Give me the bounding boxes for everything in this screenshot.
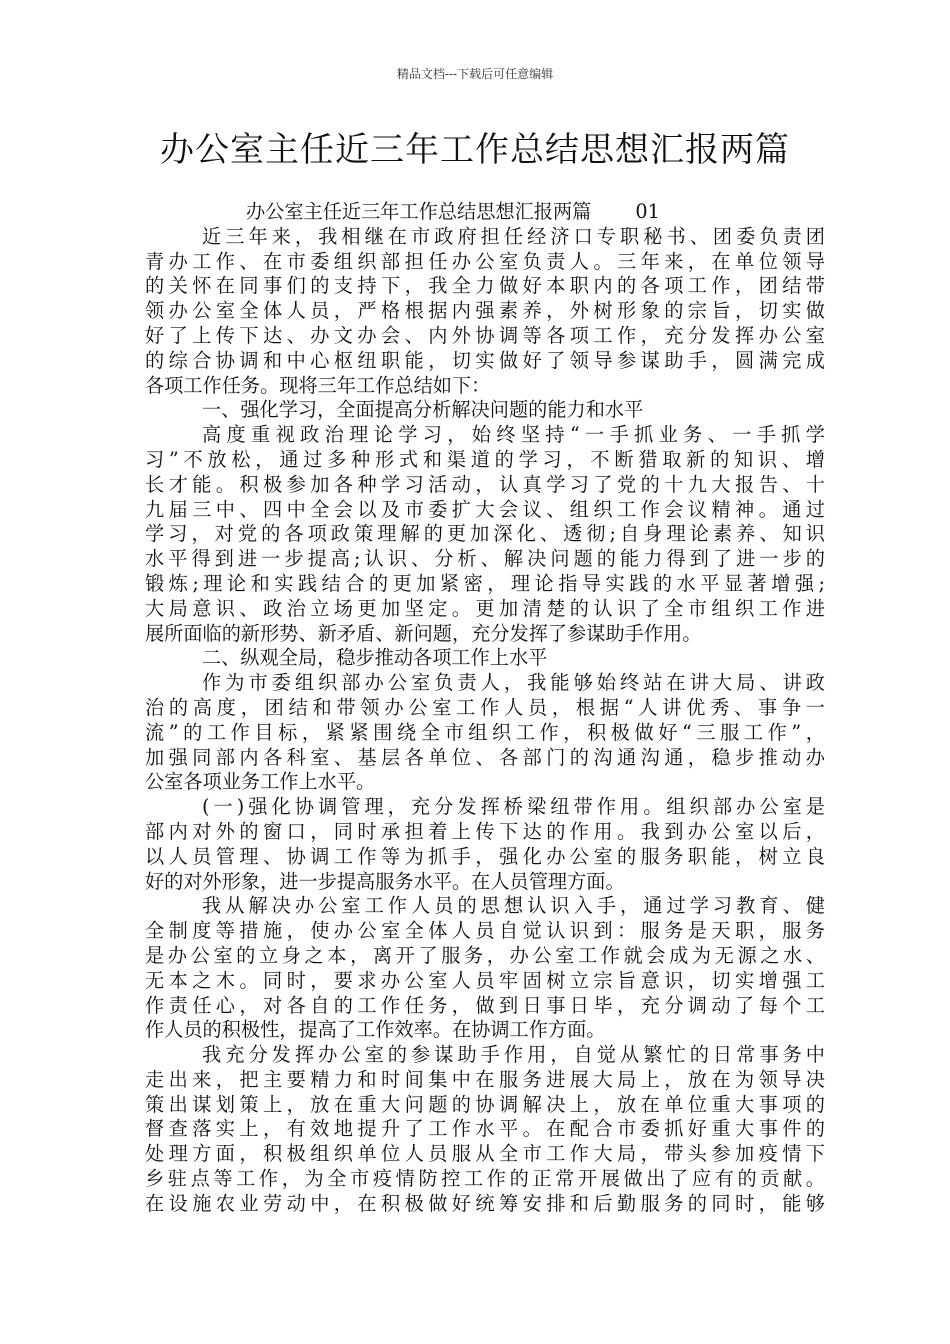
text-line: 以人员管理、协调工作等为抓手，强化办公室的服务职能，树立良 xyxy=(145,844,825,868)
text-line: 我充分发挥办公室的参谋助手作用，自觉从繁忙的日常事务中 xyxy=(202,1043,825,1067)
text-line: 在设施农业劳动中，在积极做好统筹安排和后勤服务的同时，能够 xyxy=(145,1191,825,1215)
text-line: 展所面临的新形势、新矛盾、新问题，充分发挥了参谋助手作用。 xyxy=(145,621,702,645)
text-line: 习”不放松，通过多种形式和渠道的学习，不断猎取新的知识、增 xyxy=(145,447,825,471)
text-line: 公室各项业务工作上水平。 xyxy=(145,770,376,794)
text-line: 的综合协调和中心枢纽职能，切实做好了领导参谋助手，圆满完成 xyxy=(145,348,825,372)
text-line: 锻炼;理论和实践结合的更加紧密，理论指导实践的水平显著增强; xyxy=(145,571,825,595)
text-line: 督查落实上，有效地提升了工作水平。在配合市委抓好重大事件的 xyxy=(145,1117,825,1141)
subtitle-text: 办公室主任近三年工作总结思想汇报两篇 xyxy=(246,200,592,223)
text-line: 青办工作、在市委组织部担任办公室负责人。三年来，在单位领导 xyxy=(145,249,825,273)
text-line: 作人员的积极性，提高了工作效率。在协调工作方面。 xyxy=(145,1018,606,1042)
header-watermark: 精品文档---下载后可任意编辑 xyxy=(396,67,554,81)
subtitle-number: 01 xyxy=(635,200,660,223)
text-line: 我从解决办公室工作人员的思想认识入手，通过学习教育、健 xyxy=(202,894,825,918)
document-subtitle xyxy=(145,200,825,225)
text-line: 是办公室的立身之本，离开了服务，办公室工作就会成为无源之水、 xyxy=(145,943,825,967)
text-line: 走出来，把主要精力和时间集中在服务进展大局上，放在为领导决 xyxy=(145,1067,825,1091)
text-line: 好的对外形象，进一步提高服务水平。在人员管理方面。 xyxy=(145,869,625,893)
text-line: 的关怀在同事们的支持下，我全力做好本职内的各项工作，团结带 xyxy=(145,274,825,298)
text-line: 高度重视政治理论学习，始终坚持“一手抓业务、一手抓学 xyxy=(202,423,825,447)
text-line: 处理方面，积极组织单位人员服从全市工作大局，带头参加疫情下 xyxy=(145,1142,825,1166)
text-line: 全制度等措施，使办公室全体人员自觉认识到：服务是天职，服务 xyxy=(145,919,825,943)
text-line: 流”的工作目标，紧紧围绕全市组织工作，积极做好“三服工作”， xyxy=(145,720,825,744)
text-line: 无本之木。同时，要求办公室人员牢固树立宗旨意识，切实增强工 xyxy=(145,968,825,992)
document-title: 办公室主任近三年工作总结思想汇报两篇 xyxy=(160,130,790,170)
text-line: 近三年来，我相继在市政府担任经济口专职秘书、团委负责团 xyxy=(202,224,825,248)
text-line: 二、纵观全局，稳步推动各项工作上水平 xyxy=(202,646,548,670)
text-line: (一)强化协调管理，充分发挥桥梁纽带作用。组织部办公室是 xyxy=(202,795,825,819)
text-line: 治的高度，团结和带领办公室工作人员，根据“人讲优秀、事争一 xyxy=(145,695,825,719)
text-line: 一、强化学习，全面提高分析解决问题的能力和水平 xyxy=(202,398,644,422)
text-line: 好了上传下达、办文办会、内外协调等各项工作，充分发挥办公室 xyxy=(145,323,825,347)
text-line: 乡驻点等工作，为全市疫情防控工作的正常开展做出了应有的贡献。 xyxy=(145,1167,825,1191)
document-body xyxy=(145,200,825,1217)
text-line: 长才能。积极参加各种学习活动，认真学习了党的十九大报告、十 xyxy=(145,472,825,496)
text-line: 各项工作任务。现将三年工作总结如下： xyxy=(145,373,491,397)
text-line: 作为市委组织部办公室负责人，我能够始终站在讲大局、讲政 xyxy=(202,671,825,695)
text-line: 大局意识、政治立场更加坚定。更加清楚的认识了全市组织工作进 xyxy=(145,596,825,620)
text-line: 策出谋划策上，放在重大问题的协调解决上，放在单位重大事项的 xyxy=(145,1092,825,1116)
text-line: 部内对外的窗口，同时承担着上传下达的作用。我到办公室以后， xyxy=(145,819,825,843)
text-line: 作责任心，对各自的工作任务，做到日事日毕，充分调动了每个工 xyxy=(145,993,825,1017)
text-line: 水平得到进一步提高;认识、分析、解决问题的能力得到了进一步的 xyxy=(145,547,825,571)
text-line: 学习，对党的各项政策理解的更加深化、透彻;自身理论素养、知识 xyxy=(145,522,825,546)
text-line: 九届三中、四中全会以及市委扩大会议、组织工作会议精神。通过 xyxy=(145,497,825,521)
text-line: 加强同部内各科室、基层各单位、各部门的沟通沟通，稳步推动办 xyxy=(145,745,825,769)
text-line: 领办公室全体人员，严格根据内强素养，外树形象的宗旨，切实做 xyxy=(145,299,825,323)
